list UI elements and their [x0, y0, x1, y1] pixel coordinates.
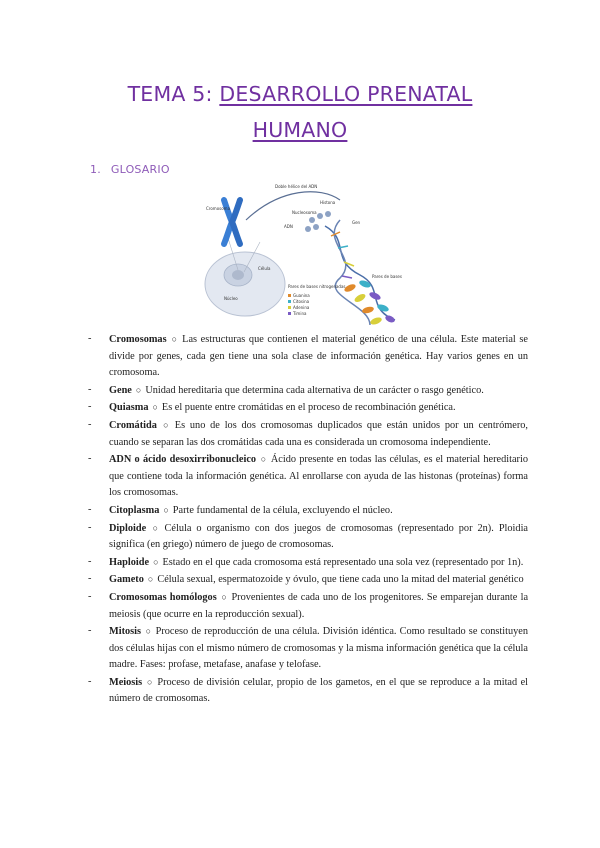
glossary-definition: Parte fundamental de la célula, excluyendo el núcleo. — [172, 504, 393, 516]
list-marker: - — [88, 521, 92, 533]
list-marker: - — [88, 555, 92, 567]
glossary-item — [88, 571, 528, 589]
legend-item-1: Citosina — [293, 299, 310, 304]
glossary-term: Cromosomas — [109, 334, 167, 345]
dna-chromosome-figure — [200, 180, 406, 330]
separator: ○ — [147, 574, 154, 585]
separator: ○ — [150, 522, 161, 533]
glossary-definition: Unidad hereditaria que determina cada alternativa de un carácter o rasgo genético. — [145, 384, 484, 396]
glossary-definition: Las estructuras que contienen el material genético de una célula. Este material se divide por genes, cada gen tiene una sola clase de información genética. Hay varios genes en un cromosoma. — [109, 334, 529, 379]
glossary-item — [88, 589, 528, 623]
section-number: 1. — [90, 163, 101, 176]
figure-legend-title: Pares de bases nitrogenadas — [288, 284, 346, 289]
title-line-1 — [0, 76, 600, 112]
separator: ○ — [170, 334, 179, 344]
legend-item-3: Timina — [293, 311, 307, 316]
list-marker: - — [88, 333, 92, 344]
separator: ○ — [146, 676, 154, 687]
list-marker: - — [88, 625, 92, 637]
section-heading — [90, 163, 170, 176]
glossary-definition: Estado en el que cada cromosoma está representado una sola vez (representado por 1n). — [162, 556, 524, 568]
separator: ○ — [260, 454, 267, 465]
glossary-item — [88, 417, 528, 451]
glossary-definition: Es uno de los dos cromosomas duplicados que están unidos por un centrómero, cuando se separan las dos cromátidas cada una es considerada un cromosoma independiente. — [109, 419, 528, 448]
title-main-2: HUMANO — [252, 118, 348, 142]
glossary-term: Haploide — [109, 556, 150, 568]
glossary-term: ADN o ácido desoxirribonucleico — [109, 454, 257, 466]
separator: ○ — [163, 504, 169, 515]
figure-label-dna: ADN — [284, 224, 293, 229]
glossary-item — [88, 520, 528, 554]
list-marker: - — [88, 418, 92, 430]
separator: ○ — [160, 419, 171, 430]
separator: ○ — [135, 384, 142, 395]
list-marker: - — [88, 453, 92, 465]
glossary-term: Citoplasma — [109, 504, 160, 516]
figure-label-histone: Histona — [320, 200, 336, 205]
glossary-term: Cromosomas homólogos — [109, 591, 217, 603]
glossary-term: Gene — [109, 384, 132, 396]
glossary-list — [88, 331, 528, 708]
separator: ○ — [153, 556, 159, 567]
glossary-definition: Proceso de reproducción de una célula. División idéntica. Como resultado se constituyen dos células hijas con el mismo número de cromosomas y la misma información genética que la célula madre. Fases: profase, metafase, anafase y telofase. — [109, 626, 528, 671]
figure-label-top: Doble hélice del ADN — [275, 184, 318, 189]
glossary-item — [88, 399, 528, 417]
section-title: GLOSARIO — [110, 163, 170, 176]
glossary-term: Gameto — [109, 574, 144, 586]
glossary-term: Meiosis — [109, 676, 143, 688]
glossary-item — [88, 382, 528, 400]
glossary-definition: Ácido presente en todas las células, es el material hereditario que contiene toda la información genética. Al enrollarse con ayuda de las histonas (proteínas) forma los cromosomas. — [109, 454, 528, 499]
glossary-term: Diploide — [109, 522, 147, 534]
legend-item-0: Guanina — [293, 293, 310, 298]
figure-label-nucleosome: Nucleosoma — [292, 210, 317, 215]
glossary-definition: Célula o organismo con dos juegos de cromosomas (representado por 2n). Ploidia significa (en griego) número de juego de cromosomas. — [109, 522, 528, 551]
glossary-term: Cromátida — [109, 419, 157, 431]
figure-label-chromosome: Cromosoma — [206, 206, 231, 211]
figure-label-nucleus: Núcleo — [224, 296, 238, 301]
glossary-item — [88, 502, 528, 520]
figure-label-cell: Célula — [258, 266, 271, 271]
glossary-item — [88, 554, 528, 572]
list-marker: - — [88, 383, 92, 395]
separator: ○ — [220, 591, 228, 602]
glossary-definition: Provenientes de cada uno de los progenitores. Se emparejan durante la meiosis (que ocurre en la reproducción sexual). — [109, 591, 529, 620]
list-marker: - — [88, 675, 92, 687]
glossary-term: Mitosis — [109, 626, 142, 638]
title-line-2 — [0, 112, 600, 148]
glossary-definition: Célula sexual, espermatozoide y óvulo, que tiene cada uno la mitad del material genético — [157, 574, 524, 586]
separator: ○ — [152, 402, 158, 413]
page-title — [0, 76, 600, 148]
glossary-definition: Es el puente entre cromátidas en el proceso de recombinación genética. — [161, 402, 456, 414]
list-marker: - — [88, 573, 92, 585]
glossary-item — [88, 331, 528, 382]
legend-item-2: Adenina — [293, 305, 310, 310]
separator: ○ — [145, 626, 152, 637]
glossary-item — [88, 674, 528, 708]
figure-label-gene: Gen — [352, 220, 361, 225]
glossary-item — [88, 623, 528, 674]
glossary-definition: Proceso de división celular, propio de los gametos, en el que se reproduce a la mitad el número de cromosomas. — [109, 676, 529, 705]
list-marker: - — [88, 503, 92, 515]
title-main: DESARROLLO PRENATAL — [219, 82, 473, 106]
list-marker: - — [88, 590, 92, 602]
figure-label-bases: Pares de bases — [372, 274, 402, 279]
glossary-item — [88, 451, 528, 502]
title-prefix: TEMA 5: — [127, 82, 220, 106]
glossary-term: Quiasma — [109, 402, 149, 414]
list-marker: - — [88, 401, 92, 413]
